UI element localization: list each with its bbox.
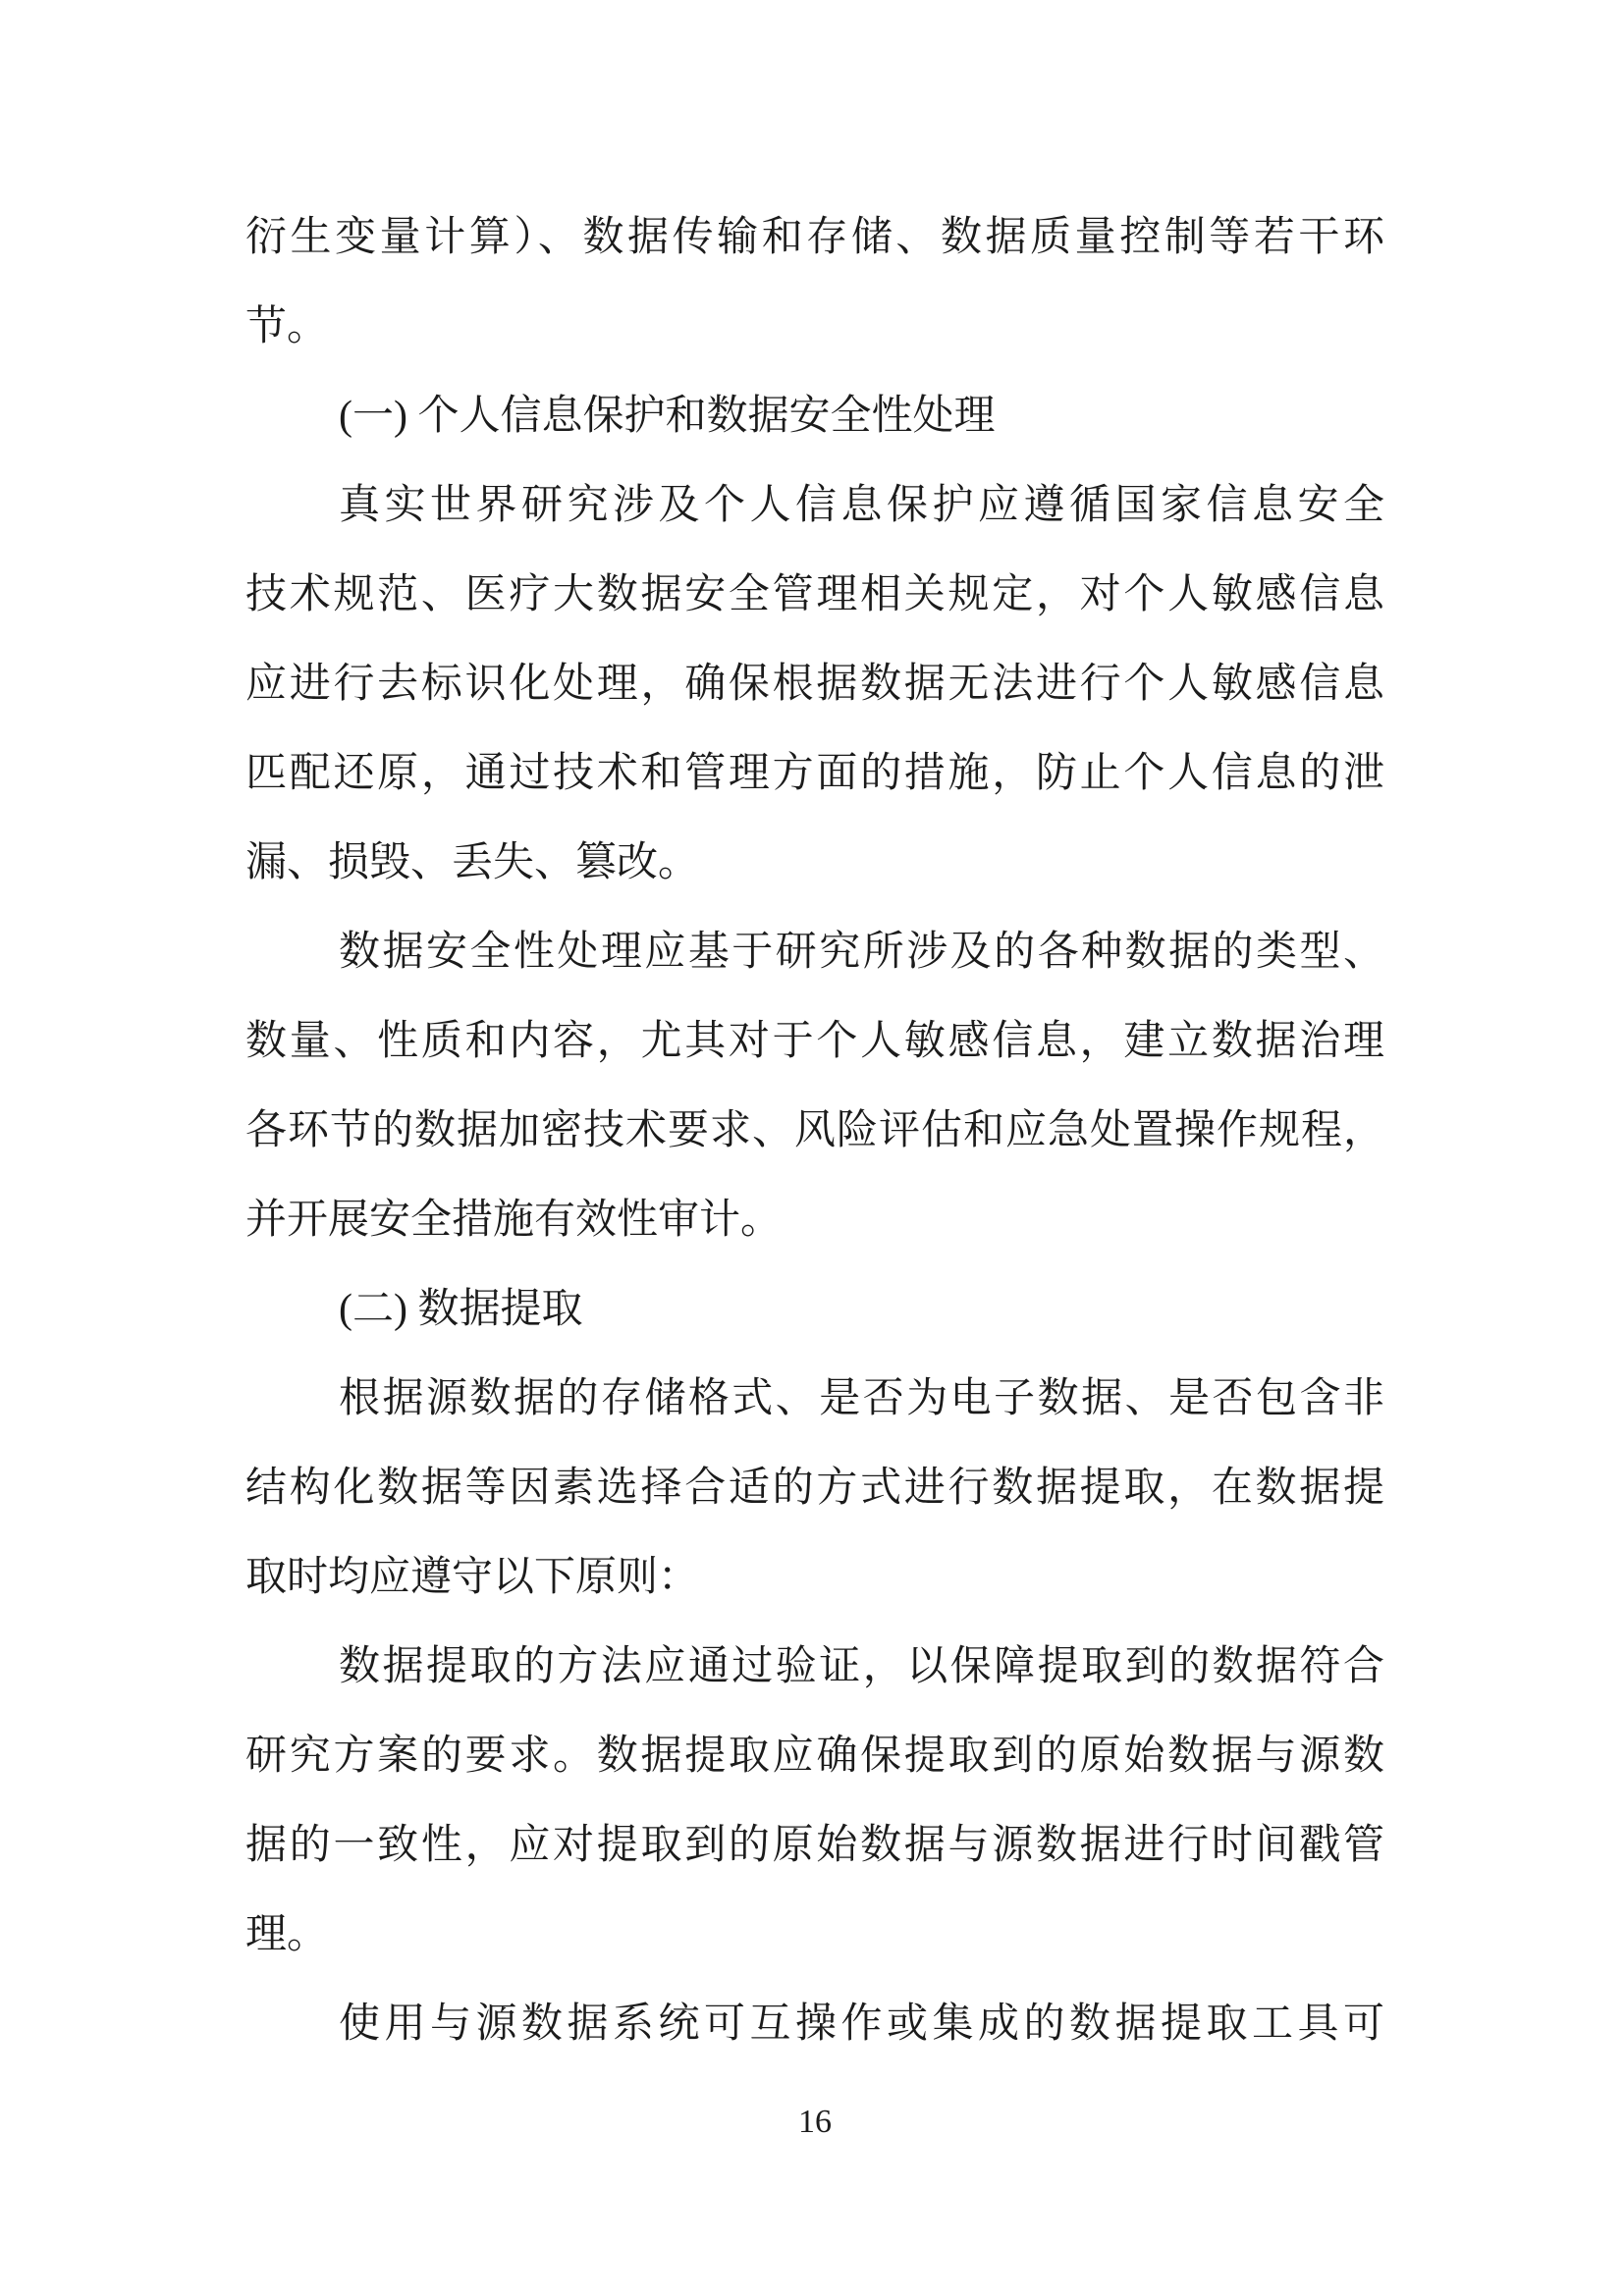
text-line: 使用与源数据系统可互操作或集成的数据提取工具可 — [339, 2002, 1384, 2047]
text-line: 各环节的数据加密技术要求、风险评估和应急处置操作规程， — [245, 1108, 1384, 1153]
text-line: 技术规范、医疗大数据安全管理相关规定，对个人敏感信息 — [245, 572, 1384, 617]
text-line: 根据源数据的存储格式、是否为电子数据、是否包含非 — [339, 1376, 1384, 1421]
text-line: 数量、性质和内容，尤其对于个人敏感信息，建立数据治理 — [245, 1019, 1384, 1064]
text-line: 理。 — [245, 1912, 329, 1957]
section-heading-2: (二) 数据提取 — [339, 1287, 583, 1332]
text-line: 数据安全性处理应基于研究所涉及的各种数据的类型、 — [339, 930, 1384, 975]
text-line: 真实世界研究涉及个人信息保护应遵循国家信息安全 — [339, 483, 1384, 528]
text-line: 匹配还原，通过技术和管理方面的措施，防止个人信息的泄 — [245, 751, 1384, 796]
text-line: 并开展安全措施有效性审计。 — [245, 1198, 783, 1243]
text-line: 数据提取的方法应通过验证，以保障提取到的数据符合 — [339, 1644, 1384, 1689]
text-line: 应进行去标识化处理，确保根据数据无法进行个人敏感信息 — [245, 662, 1384, 707]
page-number: 16 — [798, 2104, 832, 2140]
text-line: 研究方案的要求。数据提取应确保提取到的原始数据与源数 — [245, 1734, 1384, 1779]
text-line: 节。 — [245, 304, 329, 349]
text-line: 结构化数据等因素选择合适的方式进行数据提取，在数据提 — [245, 1466, 1384, 1511]
text-line: 据的一致性，应对提取到的原始数据与源数据进行时间戳管 — [245, 1823, 1384, 1868]
text-line: 漏、损毁、丢失、篡改。 — [245, 840, 700, 885]
text-line: 取时均应遵守以下原则： — [245, 1555, 700, 1600]
text-line: 衍生变量计算）、数据传输和存储、数据质量控制等若干环 — [245, 215, 1384, 260]
document-body — [245, 193, 1384, 2069]
section-heading-1: (一) 个人信息保护和数据安全性处理 — [339, 394, 996, 439]
